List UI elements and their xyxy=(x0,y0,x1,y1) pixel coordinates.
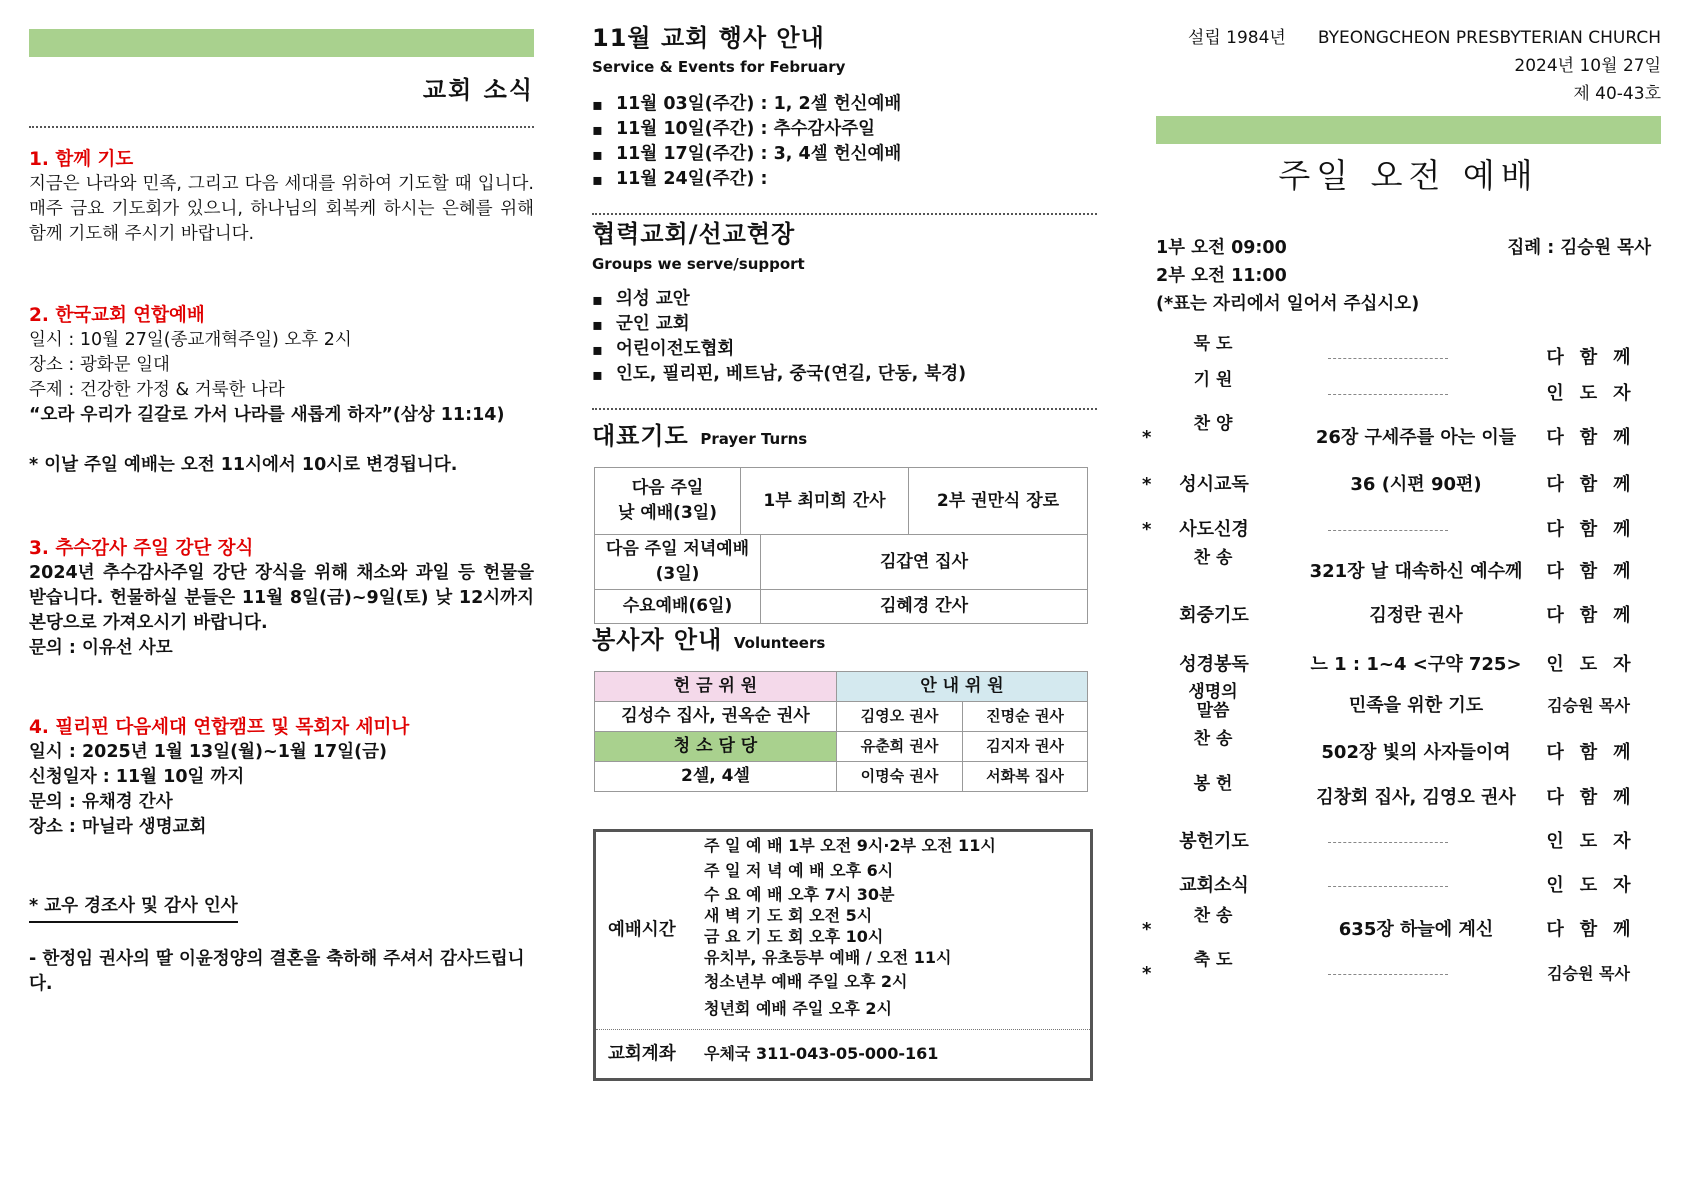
order-item-name: 봉 헌 xyxy=(1193,774,1233,794)
divider xyxy=(596,1029,1090,1030)
order-item-detail: 김정란 권사 xyxy=(1369,605,1463,626)
order-item-detail: 26장 구세주를 아는 이들 xyxy=(1315,427,1517,448)
news-item-2 xyxy=(29,303,534,478)
worship-order-row xyxy=(1142,517,1661,547)
list-item: ▪ 어린이전도협회 xyxy=(592,337,1097,362)
list-item: ▪ 11월 03일(주간) : 1, 2셀 헌신예배 xyxy=(592,92,1097,117)
church-news-title: 교회 소식 xyxy=(422,76,534,104)
worship-order-row xyxy=(1156,682,1661,723)
news-item-line: * 이날 주일 예배는 오전 11시에서 10시로 변경됩니다. xyxy=(29,455,458,475)
order-item-performer: 다함께 xyxy=(1546,474,1647,495)
list-item: ▪ 군인 교회 xyxy=(592,312,1097,337)
divider xyxy=(592,408,1097,410)
worship-order-row xyxy=(1156,652,1661,682)
news-item-4 xyxy=(29,715,534,840)
condolence-title: * 교우 경조사 및 감사 인사 xyxy=(29,894,238,923)
news-item-line: 문의 : 이유선 사모 xyxy=(29,638,173,658)
order-item-name: 성시교독 xyxy=(1179,474,1249,495)
order-item-name: 회중기도 xyxy=(1179,605,1249,626)
worship-order-row xyxy=(1156,829,1661,859)
prayer-label-line: 낮 예배(3일) xyxy=(618,503,717,523)
order-item-placeholder-line xyxy=(1328,886,1448,887)
prayer-subtitle: Prayer Turns xyxy=(700,430,808,448)
service-time-line: 청소년부 예배 주일 오후 2시 xyxy=(704,972,908,991)
divider xyxy=(29,126,534,128)
order-item-performer: 다함께 xyxy=(1546,919,1647,940)
worship-order-list xyxy=(1142,0,1661,1190)
order-item-placeholder-line xyxy=(1328,394,1448,395)
account-number: 우체국 311-043-05-000-161 xyxy=(704,1044,939,1063)
offering-names: 김성수 집사, 권옥순 권사 xyxy=(595,702,837,732)
standing-marker: * xyxy=(1142,519,1152,540)
mission-title: 협력교회/선교현장 xyxy=(592,220,796,248)
order-item-detail: 김창회 집사, 김영오 권사 xyxy=(1316,787,1516,808)
service-time-1: 1부 오전 09:00 xyxy=(1156,238,1287,258)
news-item-title: 1. 함께 기도 xyxy=(29,149,134,170)
order-item-performer: 김승원 목사 xyxy=(1547,696,1630,715)
news-item-line: 신청일자 : 11월 10일 까지 xyxy=(29,767,245,787)
volunteers-subtitle: Volunteers xyxy=(733,634,826,652)
prayer-cell-label xyxy=(595,468,741,535)
divider xyxy=(592,213,1097,215)
mission-list xyxy=(592,287,1097,387)
worship-order-row xyxy=(1156,729,1661,770)
list-item: ▪ 11월 17일(주간) : 3, 4셀 헌신예배 xyxy=(592,142,1097,167)
order-item-name: 성경봉독 xyxy=(1179,654,1249,675)
news-item-title: 4. 필리핀 다음세대 연합캠프 및 목회자 세미나 xyxy=(29,717,410,738)
service-times-box xyxy=(593,829,1093,1081)
news-item-line: 일시 : 2025년 1월 13일(월)~1월 17일(금) xyxy=(29,742,388,762)
prayer-cell-label: 수요예배(6일) xyxy=(595,590,761,624)
order-item-detail: 321장 날 대속하신 예수께 xyxy=(1309,561,1523,582)
service-time-line: 주 일 저 녁 예 배 오후 6시 xyxy=(704,861,894,880)
order-item-detail: 635장 하늘에 계신 xyxy=(1338,919,1494,940)
order-item-performer: 다함께 xyxy=(1546,519,1647,540)
prayer-cell: 2부 권만식 장로 xyxy=(909,468,1088,535)
worship-order-row xyxy=(1142,950,1661,991)
news-item-line: 장소 : 마닐라 생명교회 xyxy=(29,817,207,837)
standing-marker: * xyxy=(1142,427,1152,448)
prayer-cell: 김갑연 집사 xyxy=(761,535,1088,590)
prayer-heading xyxy=(592,420,807,452)
order-item-performer: 다함께 xyxy=(1546,605,1647,626)
news-item-line: 장소 : 광화문 일대 xyxy=(29,355,170,375)
news-item-text: 지금은 나라와 민족, 그리고 다음 세대를 위하여 기도할 때 입니다. 매주 금요 기도회가 있으니, 하나님의 회복케 하시는 은혜를 위해 함께 기도해 주시기 바랍니다. xyxy=(29,174,534,244)
usher-name: 서화복 집사 xyxy=(963,762,1088,792)
order-item-performer: 다함께 xyxy=(1546,742,1647,763)
usher-header: 안 내 위 원 xyxy=(837,672,1088,702)
offering-header: 헌 금 위 원 xyxy=(595,672,837,702)
news-item-text: 2024년 추수감사주일 강단 장식을 위해 채소와 과일 등 헌물을 받습니다. 헌물하실 분들은 11월 8일(금)~9일(토) 낮 12시까지 본당으로 가져오시기 바랍니다. xyxy=(29,563,534,633)
mission-subtitle: Groups we serve/support xyxy=(592,255,805,273)
order-item-placeholder-line xyxy=(1328,974,1448,975)
order-item-performer: 김승원 목사 xyxy=(1547,964,1630,983)
founded-year: 설립 1984년 xyxy=(1187,28,1286,48)
news-item-line: “오라 우리가 길갈로 가서 나라를 새롭게 하자”(삼상 11:14) xyxy=(29,405,505,425)
service-time-line: 새 벽 기 도 회 오전 5시 xyxy=(704,906,873,925)
order-item-name: 교회소식 xyxy=(1179,875,1249,896)
prayer-cell: 1부 최미희 간사 xyxy=(741,468,909,535)
news-item-line: 일시 : 10월 27일(종교개혁주일) 오후 2시 xyxy=(29,330,352,350)
condolence-text: - 한정임 권사의 딸 이윤정양의 결혼을 축하해 주셔서 감사드립니다. xyxy=(29,949,525,994)
order-item-performer: 다함께 xyxy=(1546,427,1647,448)
usher-name: 유춘희 권사 xyxy=(837,732,963,762)
bulletin-date: 2024년 10월 27일 xyxy=(1514,56,1661,76)
worship-order-row xyxy=(1142,906,1661,947)
church-name: BYEONGCHEON PRESBYTERIAN CHURCH xyxy=(1317,28,1661,48)
account-label: 교회계좌 xyxy=(608,1044,676,1064)
cleaning-header: 청 소 담 당 xyxy=(595,732,837,762)
standing-marker: * xyxy=(1142,963,1152,984)
order-item-detail: 502장 빛의 사자들이여 xyxy=(1321,742,1511,763)
order-item-performer: 다함께 xyxy=(1546,787,1647,808)
events-list xyxy=(592,92,1097,192)
service-time-line: 수 요 예 배 오후 7시 30분 xyxy=(704,885,895,904)
worship-title: 주일 오전 예배 xyxy=(1278,156,1539,195)
volunteers-heading xyxy=(592,624,825,656)
order-item-placeholder-line xyxy=(1328,842,1448,843)
order-item-performer: 인도자 xyxy=(1546,831,1647,852)
order-item-performer: 다함께 xyxy=(1546,561,1647,582)
order-item-name: 축 도 xyxy=(1193,950,1233,970)
order-item-placeholder-line xyxy=(1328,358,1448,359)
order-item-name: 찬 송 xyxy=(1193,729,1233,749)
order-item-performer: 인도자 xyxy=(1546,875,1647,896)
usher-name: 진명순 권사 xyxy=(963,702,1088,732)
standing-note: (*표는 자리에서 일어서 주십시오) xyxy=(1156,294,1420,314)
news-item-title: 3. 추수감사 주일 강단 장식 xyxy=(29,538,254,559)
news-item-1 xyxy=(29,147,534,247)
spacer xyxy=(29,428,534,453)
worship-order-row xyxy=(1156,873,1661,903)
worship-order-row xyxy=(1156,603,1661,633)
usher-name: 이명숙 권사 xyxy=(837,762,963,792)
order-item-detail: 36 (시편 90편) xyxy=(1350,474,1482,495)
volunteers-table xyxy=(594,671,1088,792)
news-item-line: 주제 : 건강한 가정 & 거룩한 나라 xyxy=(29,380,285,400)
order-item-name: 찬 양 xyxy=(1193,414,1233,434)
service-time-2: 2부 오전 11:00 xyxy=(1156,266,1287,286)
usher-name: 김지자 권사 xyxy=(963,732,1088,762)
standing-marker: * xyxy=(1142,474,1152,495)
service-time-line: 주 일 예 배 1부 오전 9시·2부 오전 11시 xyxy=(704,836,996,855)
list-item: ▪ 11월 24일(주간) : xyxy=(592,167,1097,192)
order-item-name: 묵 도 xyxy=(1193,334,1233,354)
list-item: ▪ 의성 교안 xyxy=(592,287,1097,312)
service-times-label: 예배시간 xyxy=(608,920,676,940)
order-item-detail: 느 1 : 1~4 <구약 725> xyxy=(1310,654,1522,675)
order-item-placeholder-line xyxy=(1328,530,1448,531)
bulletin-issue: 제 40-43호 xyxy=(1573,84,1661,104)
list-item: ▪ 인도, 필리핀, 베트남, 중국(연길, 단동, 북경) xyxy=(592,362,1097,387)
events-subtitle: Service & Events for February xyxy=(592,58,846,76)
service-time-line: 금 요 기 도 회 오후 10시 xyxy=(704,927,884,946)
order-item-name: 찬 송 xyxy=(1193,906,1233,926)
worship-leader: 집례 : 김승원 목사 xyxy=(1507,238,1651,258)
worship-order-row xyxy=(1142,414,1661,455)
usher-name: 김영오 권사 xyxy=(837,702,963,732)
order-item-detail: 민족을 위한 기도 xyxy=(1348,695,1484,716)
worship-order-row xyxy=(1156,548,1661,589)
prayer-title: 대표기도 xyxy=(592,422,689,450)
prayer-cell: 김혜경 간사 xyxy=(761,590,1088,624)
service-time-line: 청년회 예배 주일 오후 2시 xyxy=(704,999,892,1018)
events-title: 11월 교회 행사 안내 xyxy=(592,24,825,52)
order-item-name: 봉헌기도 xyxy=(1179,831,1249,852)
worship-order-row xyxy=(1156,774,1661,815)
order-item-performer: 인도자 xyxy=(1546,654,1647,675)
news-item-title: 2. 한국교회 연합예배 xyxy=(29,305,205,326)
service-time-line: 유치부, 유초등부 예배 / 오전 11시 xyxy=(704,948,952,967)
worship-order-row xyxy=(1142,472,1661,502)
prayer-label-line: 다음 주일 xyxy=(631,478,704,498)
cleaning-names: 2셀, 4셀 xyxy=(595,762,837,792)
volunteers-title: 봉사자 안내 xyxy=(592,626,723,654)
prayer-table xyxy=(594,467,1088,624)
order-item-performer: 인도자 xyxy=(1546,383,1647,404)
order-item-performer: 다함께 xyxy=(1546,347,1647,368)
top-green-bar-left xyxy=(29,29,534,57)
news-item-line: 문의 : 유채경 간사 xyxy=(29,792,173,812)
order-item-name: 기 원 xyxy=(1193,370,1233,390)
order-item-name: 사도신경 xyxy=(1179,519,1249,540)
list-item: ▪ 11월 10일(주간) : 추수감사주일 xyxy=(592,117,1097,142)
order-item-name: 생명의 말씀 xyxy=(1188,682,1238,721)
order-item-name: 찬 송 xyxy=(1193,548,1233,568)
worship-order-row xyxy=(1156,370,1661,411)
standing-marker: * xyxy=(1142,919,1152,940)
prayer-cell-label: 다음 주일 저녁예배(3일) xyxy=(595,535,761,590)
news-item-3 xyxy=(29,536,534,661)
